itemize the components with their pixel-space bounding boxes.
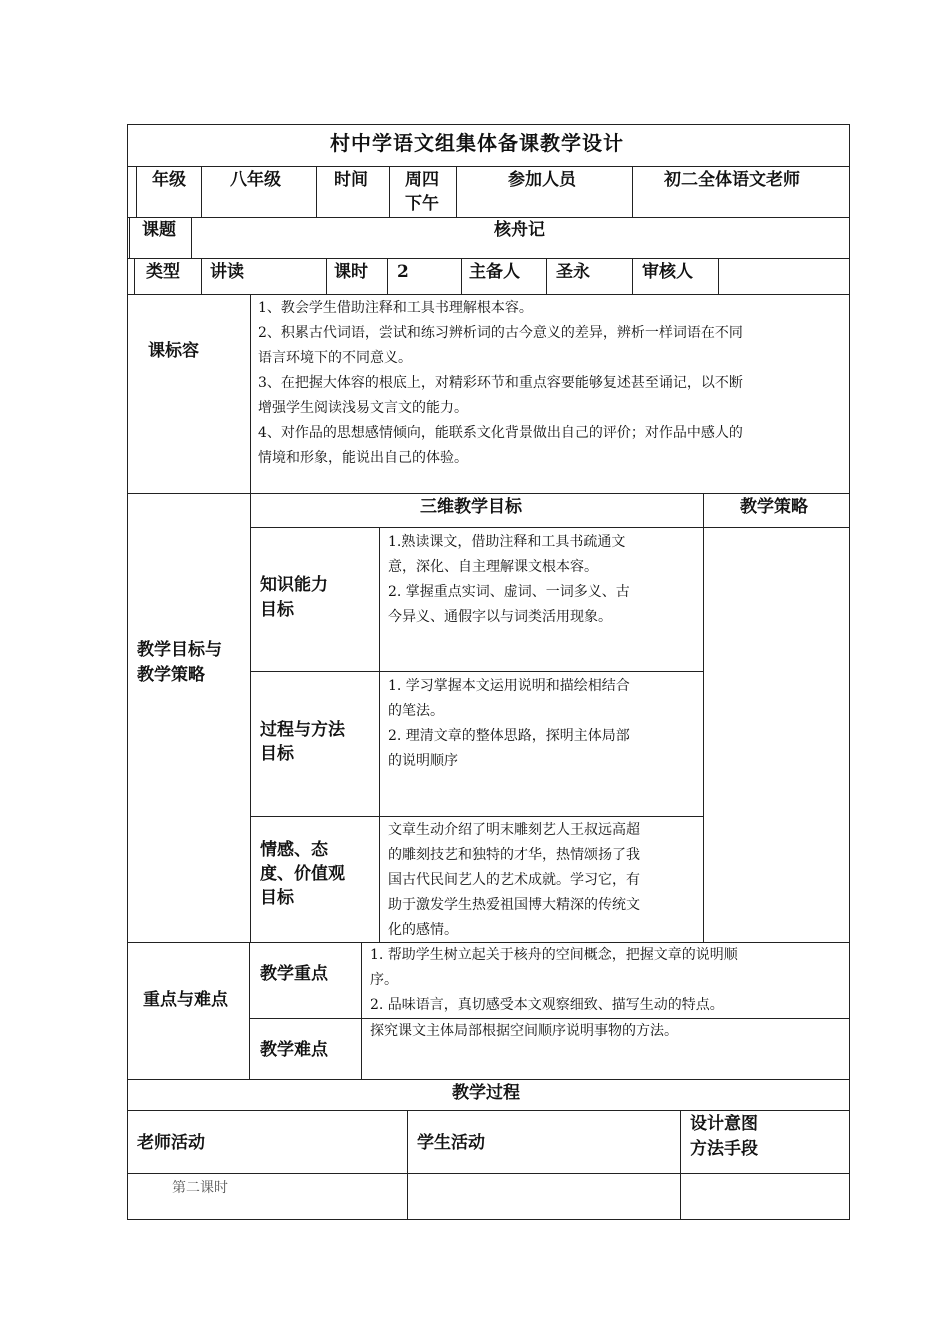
curriculum-content	[258, 296, 848, 471]
preparer-label: 主备人	[469, 262, 520, 282]
emotion-line: 化的感情。	[388, 922, 458, 938]
divider	[680, 1110, 681, 1220]
table-border-bottom	[127, 1219, 850, 1220]
process-line: 的笔法。	[388, 703, 444, 719]
emotion-line: 国古代民间艺人的艺术成就。学习它，有	[388, 872, 640, 888]
process-table-header: 教学过程	[452, 1083, 520, 1103]
process-line: 2. 理清文章的整体思路，探明主体局部	[388, 728, 630, 744]
divider	[361, 942, 362, 1080]
curriculum-line: 增强学生阅读浅易文言文的能力。	[258, 400, 468, 416]
topic-value: 核舟记	[494, 220, 545, 240]
table-border-right	[849, 124, 850, 1220]
emotion-line: 文章生动介绍了明末雕刻艺人王叔远高超	[388, 822, 640, 838]
emotion-content	[388, 818, 700, 943]
key-points-label: 重点与难点	[143, 990, 228, 1010]
divider	[250, 671, 703, 672]
emotion-line: 助于激发学生热爱祖国博大精深的传统文	[388, 897, 640, 913]
emotion-line: 的雕刻技艺和独特的才华，热情颂扬了我	[388, 847, 640, 863]
divider	[407, 1110, 408, 1220]
first-row-text: 第二课时	[172, 1180, 228, 1196]
divider	[136, 166, 137, 217]
objectives-section-label: 教学策略	[137, 665, 205, 685]
grade-value: 八年级	[230, 170, 281, 190]
teacher-col-header: 老师活动	[137, 1133, 205, 1153]
divider	[127, 217, 850, 218]
knowledge-line: 今异义、通假字以与词类活用现象。	[388, 609, 612, 625]
knowledge-content	[388, 530, 700, 630]
divider	[127, 1173, 850, 1174]
divider	[316, 166, 317, 217]
focus-line: 序。	[370, 972, 398, 988]
emotion-label: 情感、态	[260, 840, 328, 860]
divider	[326, 258, 327, 294]
reviewer-label: 审核人	[642, 262, 693, 282]
knowledge-line: 2. 掌握重点实词、虚词、一词多义、古	[388, 584, 630, 600]
knowledge-line: 1.熟读课文，借助注释和工具书疏通文	[388, 534, 626, 550]
participants-value: 初二全体语文老师	[664, 170, 800, 190]
difficulty-line: 探究课文主体局部根据空间顺序说明事物的方法。	[370, 1023, 678, 1039]
divider	[250, 527, 850, 528]
student-col-header: 学生活动	[417, 1133, 485, 1153]
table-border-left	[127, 124, 128, 1220]
divider	[632, 258, 633, 294]
time-label: 时间	[334, 170, 368, 190]
divider	[127, 493, 850, 494]
three-dim-header: 三维教学目标	[420, 497, 522, 517]
divider	[127, 166, 850, 167]
divider	[461, 258, 462, 294]
divider	[250, 294, 251, 494]
topic-label: 课题	[142, 220, 176, 240]
divider	[191, 217, 192, 259]
focus-content	[370, 943, 848, 1018]
curriculum-line: 3、在把握大体容的根底上，对精彩环节和重点容要能够复述甚至诵记，以不断	[258, 375, 743, 391]
difficulty-label: 教学难点	[260, 1040, 328, 1060]
process-line: 的说明顺序	[388, 753, 458, 769]
preparer-value: 圣永	[556, 262, 590, 282]
type-label: 类型	[146, 262, 180, 282]
divider	[703, 493, 704, 942]
curriculum-label: 课标容	[148, 341, 199, 361]
participants-label: 参加人员	[508, 170, 576, 190]
focus-line: 2. 品味语言，真切感受本文观察细致、描写生动的特点。	[370, 997, 724, 1013]
divider	[632, 166, 633, 217]
divider	[250, 493, 251, 942]
page-title: 村中学语文组集体备课教学设计	[330, 131, 624, 155]
strategy-header: 教学策略	[740, 497, 808, 517]
divider	[127, 294, 850, 295]
process-content	[388, 674, 700, 774]
curriculum-line: 2、积累古代词语，尝试和练习辨析词的古今意义的差异，辨析一样词语在不同	[258, 325, 743, 341]
process-label: 过程与方法	[260, 720, 345, 740]
table-border-top	[127, 124, 850, 125]
divider	[201, 258, 202, 294]
divider	[249, 942, 250, 1080]
divider	[389, 166, 390, 217]
design-col-header: 设计意图	[690, 1114, 758, 1134]
focus-label: 教学重点	[260, 964, 328, 984]
emotion-label: 度、价值观	[260, 864, 345, 884]
knowledge-line: 意，深化、自主理解课文根本容。	[388, 559, 598, 575]
divider	[546, 258, 547, 294]
periods-value: 2	[397, 262, 409, 282]
divider	[718, 258, 719, 294]
divider	[456, 166, 457, 217]
knowledge-label: 知识能力	[260, 575, 328, 595]
divider	[201, 166, 202, 217]
curriculum-line: 情境和形象，能说出自己的体验。	[258, 450, 468, 466]
divider	[127, 258, 850, 259]
knowledge-label: 目标	[260, 600, 294, 620]
divider	[127, 1079, 850, 1080]
curriculum-line: 语言环境下的不同意义。	[258, 350, 412, 366]
periods-label: 课时	[334, 262, 368, 282]
grade-label: 年级	[152, 170, 186, 190]
time-value-2: 下午	[405, 194, 439, 214]
divider	[134, 258, 135, 294]
process-line: 1. 学习掌握本文运用说明和描绘相结合	[388, 678, 630, 694]
type-value: 讲读	[210, 262, 244, 282]
objectives-section-label: 教学目标与	[137, 640, 222, 660]
focus-line: 1. 帮助学生树立起关于核舟的空间概念，把握文章的说明顺	[370, 947, 738, 963]
design-col-header: 方法手段	[690, 1139, 758, 1159]
time-value-1: 周四	[405, 170, 439, 190]
divider	[129, 217, 130, 259]
divider	[250, 816, 703, 817]
divider	[127, 1110, 850, 1111]
difficulty-content	[370, 1019, 848, 1044]
curriculum-line: 1、教会学生借助注释和工具书理解根本容。	[258, 300, 533, 316]
divider	[387, 258, 388, 294]
process-label: 目标	[260, 744, 294, 764]
emotion-label: 目标	[260, 888, 294, 908]
curriculum-line: 4、对作品的思想感情倾向，能联系文化背景做出自己的评价；对作品中感人的	[258, 425, 743, 441]
divider	[379, 527, 380, 942]
